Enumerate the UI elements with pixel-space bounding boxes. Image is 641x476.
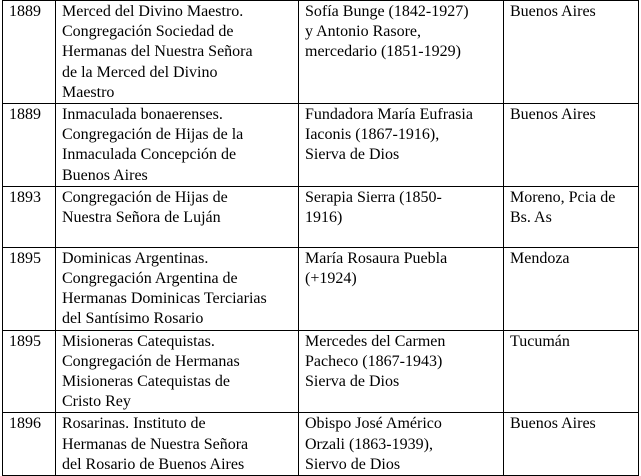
founders-text: María Rosaura Puebla (+1924) [305,249,448,288]
congregation-cell [56,330,299,413]
founders-cell [299,1,504,104]
year-cell [3,413,56,476]
congregation-text: Congregación de Hijas de Nuestra Señora de Luján [62,188,228,227]
founders-text: Mercedes del Carmen Pacheco (1867-1943) Sierva de Dios [305,332,446,391]
place-cell [504,104,639,187]
founders-text: Serapia Sierra (1850- 1916) [305,188,442,227]
year-text: 1889 [9,3,41,20]
place-text: Buenos Aires [510,415,596,433]
year-cell [3,247,56,330]
year-cell [3,104,56,187]
place-text: Buenos Aires [510,106,596,124]
table-row [3,247,639,330]
year-text: 1889 [9,106,41,124]
place-text: Buenos Aires [510,3,596,20]
congregation-text: Merced del Divino Maestro. Congregación Sociedad de Hermanas del Nuestra Señora de la Merced del Divino Maestro [62,3,253,101]
year-cell [3,330,56,413]
table-row [3,413,639,476]
year-text: 1893 [9,188,41,206]
table-row [3,104,639,187]
place-cell [504,1,639,104]
founders-cell [299,186,504,247]
founders-cell [299,330,504,413]
year-text: 1895 [9,249,41,267]
founders-text: Sofía Bunge (1842-1927) y Antonio Rasore, mercedario (1851-1929) [305,3,469,61]
place-cell [504,186,639,247]
congregations-table [2,0,639,476]
table-body [3,1,639,476]
place-cell [504,330,639,413]
table-row [3,330,639,413]
congregation-cell [56,247,299,330]
table-row [3,1,639,104]
founders-cell [299,247,504,330]
place-text: Tucumán [510,332,570,350]
congregation-cell [56,1,299,104]
congregation-cell [56,104,299,187]
founders-text: Obispo José Américo Orzali (1863-1939), Siervo de Dios [305,415,442,473]
place-cell [504,247,639,330]
founders-cell [299,104,504,187]
congregation-text: Rosarinas. Instituto de Hermanas de Nuestra Señora del Rosario de Buenos Aires [62,415,249,473]
founders-cell [299,413,504,476]
congregation-cell [56,186,299,247]
congregation-text: Misioneras Catequistas. Congregación de Hermanas Misioneras Catequistas de Cristo Rey [62,332,240,411]
congregation-cell [56,413,299,476]
year-text: 1896 [9,415,41,433]
year-cell [3,186,56,247]
year-cell [3,1,56,104]
congregation-text: Inmaculada bonaerenses. Congregación de Hijas de la Inmaculada Concepción de Buenos Aires [62,106,244,184]
congregation-text: Dominicas Argentinas. Congregación Argentina de Hermanas Dominicas Terciarias del Santísimo Rosario [62,249,267,328]
founders-text: Fundadora María Eufrasia Iaconis (1867-1916), Sierva de Dios [305,106,473,164]
place-cell [504,413,639,476]
year-text: 1895 [9,332,41,350]
place-text: Moreno, Pcia de Bs. As [510,188,616,227]
table-row [3,186,639,247]
place-text: Mendoza [510,249,570,267]
